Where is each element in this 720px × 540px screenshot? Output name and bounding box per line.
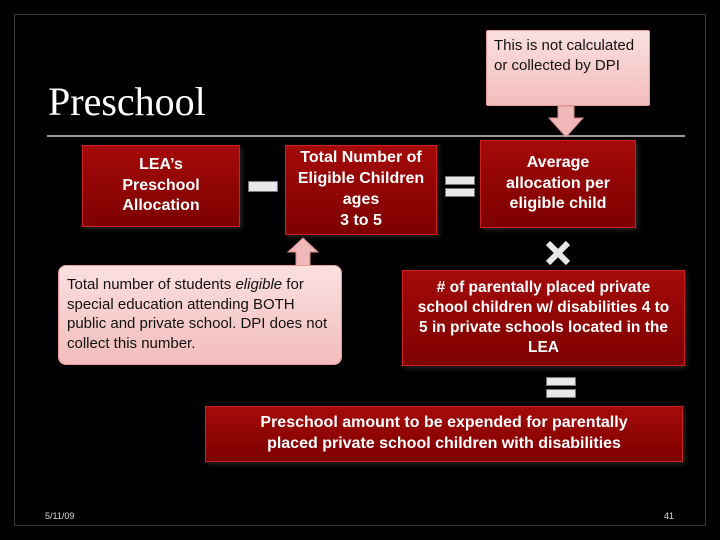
box-total-line-1: Total Number of bbox=[300, 149, 422, 167]
box-lea-allocation-text: LEA’s Preschool Allocation bbox=[122, 155, 200, 215]
box-average-allocation bbox=[480, 140, 636, 228]
box-total-line-4: 3 to 5 bbox=[340, 211, 382, 229]
equals-icon-bottom-bar bbox=[445, 188, 475, 197]
callout-not-calculated-text: This is not calculated or collected by DPI bbox=[494, 37, 635, 74]
minus-icon bbox=[248, 181, 278, 192]
title-divider bbox=[47, 135, 685, 137]
callout-eligible-suffix: for special education attending BOTH public and private school. DPI does not collect this number. bbox=[67, 276, 328, 352]
equals-icon-2-top-bar bbox=[546, 377, 576, 386]
box-parentally-placed bbox=[402, 270, 685, 366]
callout-eligible-emphasis: eligible bbox=[235, 276, 283, 293]
callout-eligible-students bbox=[58, 265, 342, 365]
slide-title: Preschool bbox=[48, 79, 206, 124]
box-average-allocation-text: Average allocation per eligible child bbox=[505, 153, 611, 213]
up-arrow-icon bbox=[288, 238, 318, 268]
box-lea-allocation bbox=[82, 145, 240, 227]
down-arrow-icon bbox=[549, 106, 583, 138]
box-total-eligible bbox=[285, 145, 437, 235]
footer-page-number: 41 bbox=[664, 511, 675, 521]
box-preschool-amount bbox=[205, 406, 683, 462]
footer-date: 5/11/09 bbox=[45, 511, 75, 521]
box-preschool-amount-text: Preschool amount to be expended for parentally placed private school children with disabilities bbox=[260, 414, 628, 452]
callout-eligible-prefix: Total number of students bbox=[67, 276, 236, 293]
equals-icon-2-bottom-bar bbox=[546, 389, 576, 398]
box-total-line-3: ages bbox=[342, 191, 380, 208]
callout-not-calculated bbox=[486, 30, 650, 106]
box-total-line-2: Eligible Children bbox=[297, 170, 425, 188]
multiply-icon bbox=[545, 240, 571, 266]
equals-icon-top-bar bbox=[445, 176, 475, 185]
box-parentally-placed-text: # of parentally placed private school children w/ disabilities 4 to 5 in private schools located in the LEA bbox=[417, 278, 670, 357]
